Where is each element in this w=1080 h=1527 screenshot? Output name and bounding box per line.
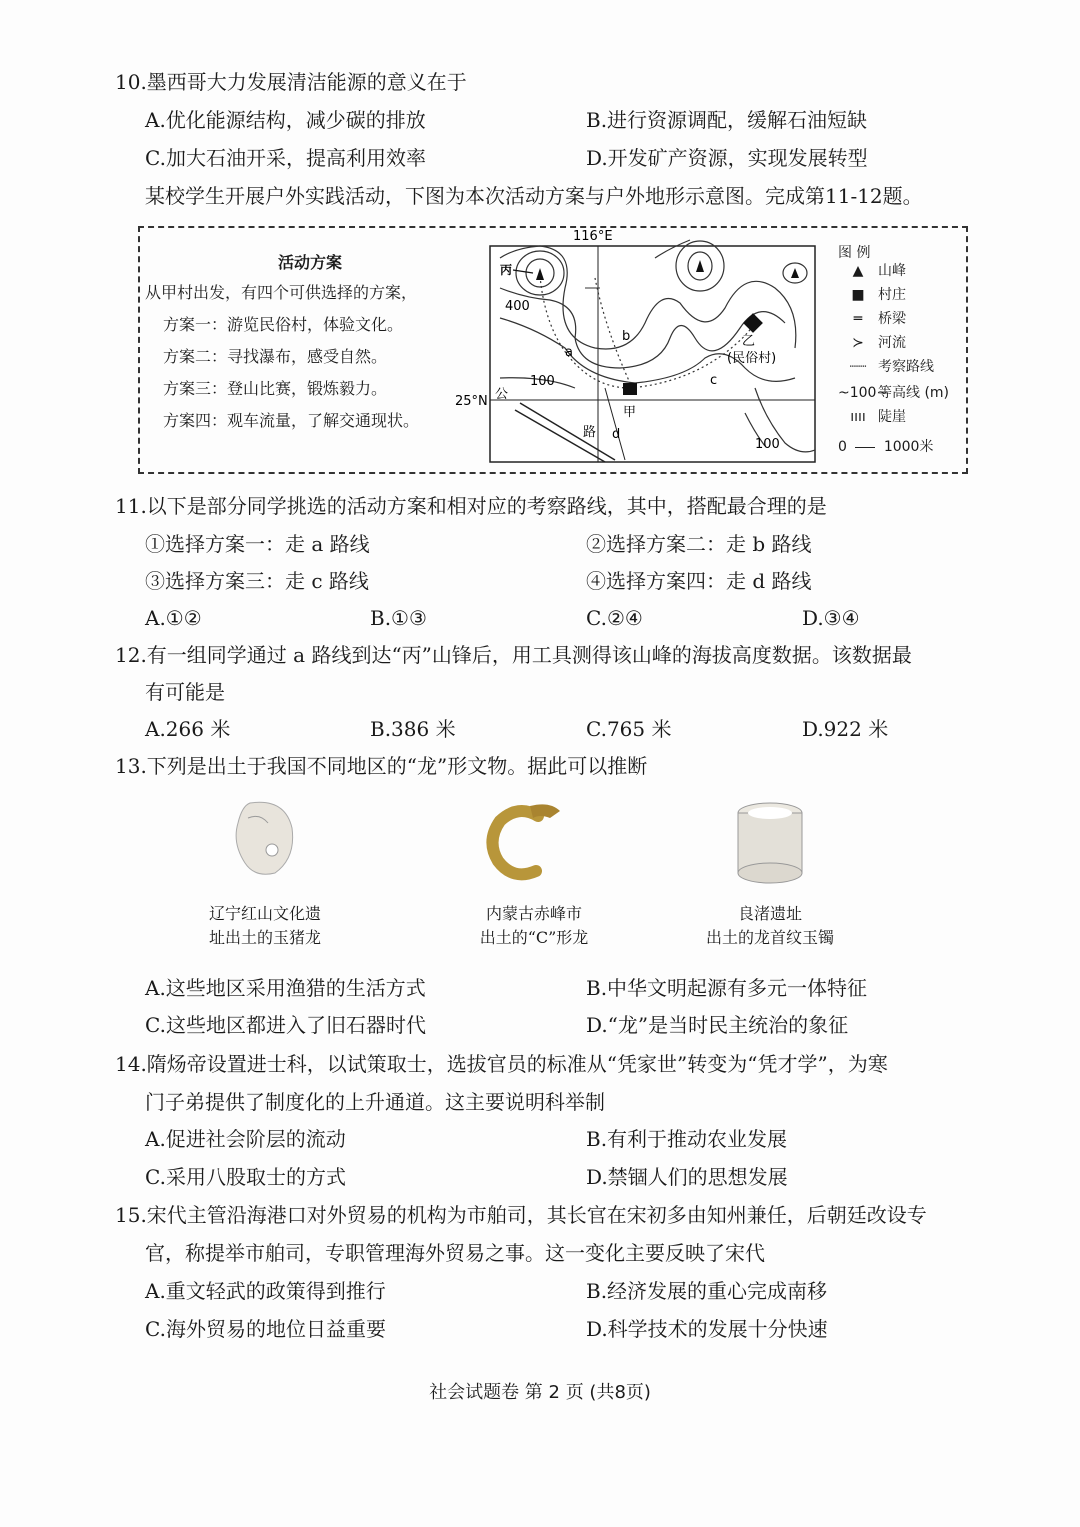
plan-item-4: 方案四：观车流量，了解交通现状。	[163, 411, 420, 430]
caption-3-line1: 良渚遗址	[737, 904, 802, 923]
q15-stem-line2: 官，称提举市舶司，专职管理海外贸易之事。这一变化主要反映了宋代	[145, 1241, 765, 1265]
legend-peak: ▲ 山峰	[838, 260, 906, 280]
plan-item-1: 方案一：游览民俗村，体验文化。	[163, 315, 404, 334]
page-footer: 社会试题卷 第 2 页 (共8页)	[429, 1382, 651, 1403]
q11-stem: 11.以下是部分同学挑选的活动方案和相对应的考察路线，其中，搭配最合理的是	[115, 494, 827, 518]
q11-statement-1: ①选择方案一：走 a 路线	[145, 532, 370, 556]
q13-option-b: B.中华文明起源有多元一体特征	[586, 976, 868, 1000]
c-shaped-dragon-image	[478, 796, 568, 886]
q11-statement-2: ②选择方案二：走 b 路线	[586, 532, 812, 556]
q10-stem: 10.墨西哥大力发展清洁能源的意义在于	[115, 70, 467, 94]
q15-option-b: B.经济发展的重心完成南移	[586, 1279, 828, 1303]
village-jia	[623, 383, 637, 395]
q12-stem-line2: 有可能是	[145, 680, 225, 704]
label-bing: 丙	[500, 263, 513, 277]
plan-title: 活动方案	[277, 253, 342, 272]
label-gong: 公	[495, 387, 509, 402]
q10-option-a: A.优化能源结构，减少碳的排放	[145, 108, 426, 132]
scale-zero: 0	[838, 439, 847, 455]
q14-option-d: D.禁锢人们的思想发展	[586, 1165, 788, 1189]
label-100b: 100	[755, 437, 780, 452]
q15-option-a: A.重文轻武的政策得到推行	[145, 1279, 386, 1303]
plan-item-3: 方案三：登山比赛，锻炼毅力。	[163, 379, 388, 398]
legend-cliff: ıııı 陡崖	[838, 406, 906, 426]
cliff-icon: ıııı	[850, 409, 866, 425]
label-route-a: a	[565, 345, 573, 360]
q14-stem-line1: 14.隋炀帝设置进士科，以试策取士，选拔官员的标准从“凭家世”转变为“凭才学”，为寒	[115, 1052, 888, 1076]
q13-stem: 13.下列是出土于我国不同地区的“龙”形文物。据此可以推断	[115, 754, 648, 778]
q11-option-c: C.②④	[586, 606, 643, 630]
scale-1000: 1000米	[883, 439, 934, 455]
label-100a: 100	[530, 374, 555, 389]
label-400: 400	[505, 299, 530, 314]
caption-1-line2: 址出土的玉猪龙	[208, 928, 321, 947]
plan-item-2: 方案二：寻找瀑布，感受自然。	[163, 347, 388, 366]
q11-statement-3: ③选择方案三：走 c 路线	[145, 569, 369, 593]
q13-option-a: A.这些地区采用渔猎的生活方式	[145, 976, 426, 1000]
label-lu: 路	[583, 425, 597, 440]
legend-bridge: ═ 桥梁	[838, 308, 906, 328]
latitude-label: 25°N	[455, 394, 488, 409]
legend-contour: ~100~等高线 (m)	[838, 385, 950, 401]
q12-option-c: C.765 米	[586, 717, 672, 741]
q15-option-c: C.海外贸易的地位日益重要	[145, 1317, 386, 1341]
q15-stem-line1: 15.宋代主管沿海港口对外贸易的机构为市舶司，其长官在宋初多由知州兼任，后朝廷改设专	[115, 1203, 927, 1227]
longitude-label: 116°E	[573, 229, 613, 244]
q10-option-d: D.开发矿产资源，实现发展转型	[586, 146, 868, 170]
plan-lead: 从甲村出发，有四个可供选择的方案，	[145, 283, 418, 302]
scale-bar	[855, 447, 875, 448]
topographic-map	[455, 228, 825, 468]
q12-option-a: A.266 米	[145, 717, 231, 741]
legend-village: ■ 村庄	[838, 284, 906, 304]
bridge-icon: ═	[853, 311, 863, 327]
label-route-c: c	[710, 373, 718, 388]
q12-option-b: B.386 米	[370, 717, 456, 741]
legend-route: ┈┈ 考察路线	[838, 356, 934, 376]
legend-title: 图 例	[838, 245, 871, 261]
q11-option-d: D.③④	[802, 606, 860, 630]
jade-bracelet-image	[730, 798, 810, 888]
q12-option-d: D.922 米	[802, 717, 889, 741]
caption-1-line1: 辽宁红山文化遗	[208, 904, 321, 923]
village-icon: ■	[851, 287, 865, 303]
q15-option-d: D.科学技术的发展十分快速	[586, 1317, 828, 1341]
q10-option-c: C.加大石油开采，提高利用效率	[145, 146, 426, 170]
caption-2-line1: 内蒙古赤峰市	[485, 904, 582, 923]
q11-option-a: A.①②	[145, 606, 202, 630]
intro-11-12: 某校学生开展户外实践活动，下图为本次活动方案与户外地形示意图。完成第11-12题。	[145, 184, 923, 208]
label-folk-village: (民俗村)	[727, 351, 777, 366]
legend-river: ≻ 河流	[838, 332, 906, 352]
q14-stem-line2: 门子弟提供了制度化的上升通道。这主要说明科举制	[145, 1090, 605, 1114]
legend-scale	[838, 436, 933, 456]
label-route-d: d	[612, 427, 621, 442]
label-yi: 乙	[742, 334, 756, 349]
q11-statement-4: ④选择方案四：走 d 路线	[586, 569, 812, 593]
q12-stem-line1: 12.有一组同学通过 a 路线到达“丙”山锋后，用工具测得该山峰的海拔高度数据。该数据最	[115, 643, 912, 667]
contour-icon: ~100~	[838, 385, 889, 401]
caption-2-line2: 出土的“C”形龙	[479, 928, 589, 947]
q14-option-b: B.有利于推动农业发展	[586, 1127, 788, 1151]
river-icon: ≻	[852, 335, 864, 351]
jade-pig-dragon-image	[230, 798, 300, 878]
q13-option-d: D.“龙”是当时民主统治的象征	[586, 1013, 849, 1037]
label-route-b: b	[622, 329, 631, 344]
q11-option-b: B.①③	[370, 606, 427, 630]
peak-icon: ▲	[852, 263, 864, 279]
q13-option-c: C.这些地区都进入了旧石器时代	[145, 1013, 426, 1037]
route-icon: ┈┈	[849, 359, 867, 375]
q14-option-a: A.促进社会阶层的流动	[145, 1127, 346, 1151]
q14-option-c: C.采用八股取士的方式	[145, 1165, 346, 1189]
caption-3-line2: 出土的龙首纹玉镯	[705, 928, 834, 947]
label-jia: 甲	[623, 405, 637, 420]
q10-option-b: B.进行资源调配，缓解石油短缺	[586, 108, 868, 132]
